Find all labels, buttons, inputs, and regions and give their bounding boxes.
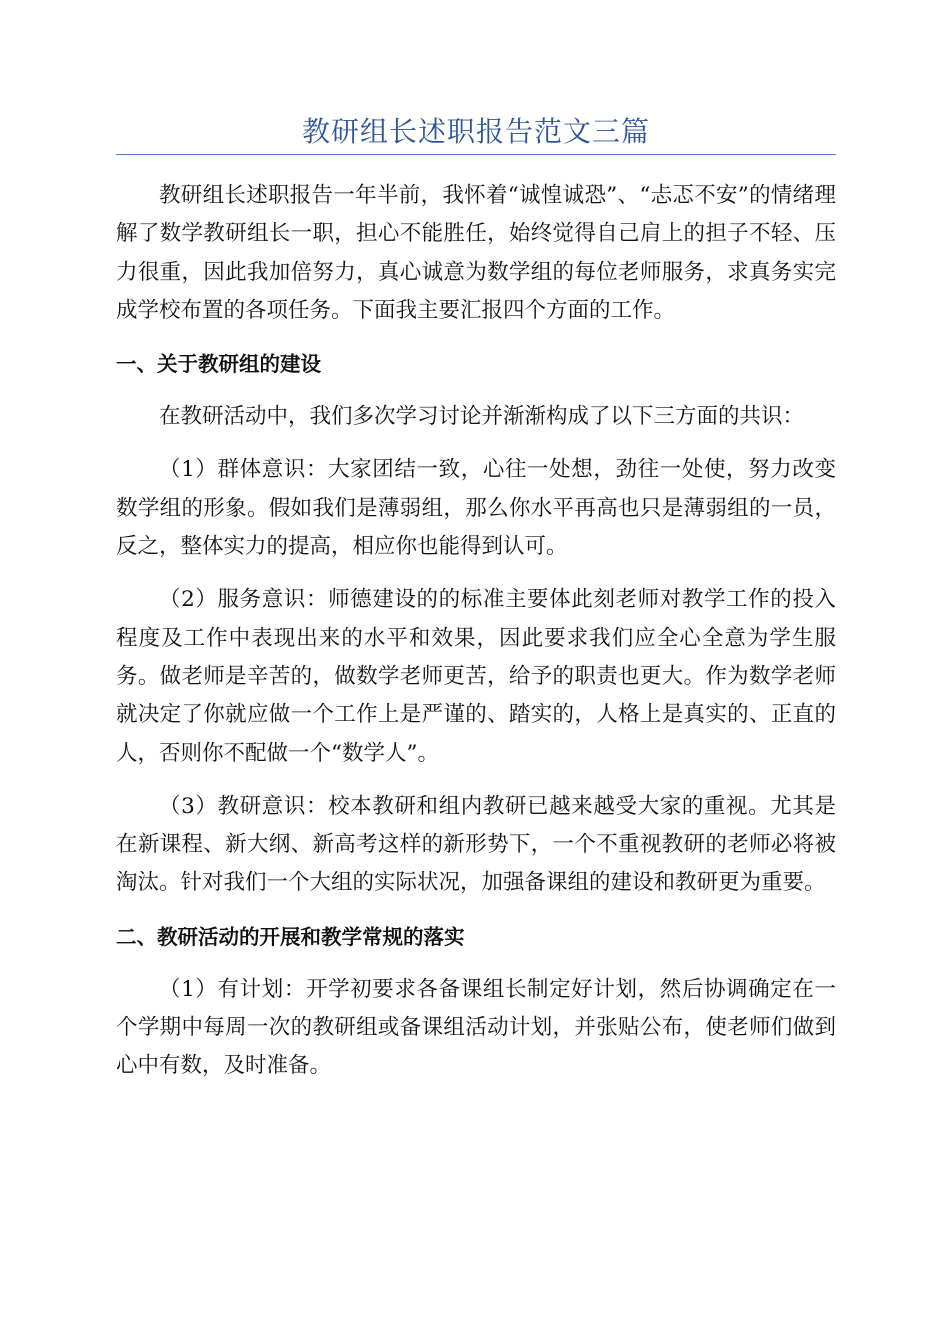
section-1-paragraph-1: 在教研活动中，我们多次学习讨论并渐渐构成了以下三方面的共识： [159, 404, 805, 430]
section-2-paragraph-1: （1）有计划：开学初要求各备课组长制定好计划，然后协调确定在一个学期中每周一次的教研组或备课组活动计划，并张贴公布，使老师们做到心中有数，及时准备。 [116, 976, 836, 1079]
section-1-heading: 一、关于教研组的建设 [116, 352, 321, 377]
section-2-heading: 二、教研活动的开展和教学常规的落实 [116, 924, 465, 949]
section-1-paragraph-2: （1）群体意识：大家团结一致，心往一处想，劲往一处使，努力改变数学组的形象。假如我们是薄弱组，那么你水平再高也只是薄弱组的一员，反之，整体实力的提高，相应你也能得到认可。 [116, 457, 836, 560]
section-1-paragraph-3: （2）服务意识：师德建设的的标准主要体此刻老师对教学工作的投入程度及工作中表现出来的水平和效果，因此要求我们应全心全意为学生服务。做老师是辛苦的，做数学老师更苦，给予的职责也更大。作为数学老师就决定了你就应做一个工作上是严谨的、踏实的，人格上是真实的、正直的人，否则你不配做一个“数学人”。 [116, 587, 836, 766]
document-title: 教研组长述职报告范文三篇 [301, 115, 650, 148]
section-1-paragraph-4: （3）教研意识：校本教研和组内教研已越来越受大家的重视。尤其是在新课程、新大纲、新高考这样的新形势下，一个不重视教研的老师必将被淘汰。针对我们一个大组的实际状况，加强备课组的建设和教研更为重要。 [116, 793, 836, 896]
intro-paragraph: 教研组长述职报告一年半前，我怀着“诚惶诚恐”、“忐忑不安”的情绪理解了数学教研组长一职，担心不能胜任，始终觉得自己肩上的担子不轻、压力很重，因此我加倍努力，真心诚意为数学组的每位老师服务，求真务实完成学校布置的各项任务。下面我主要汇报四个方面的工作。 [116, 183, 836, 323]
document-page [116, 112, 836, 1101]
title-underline [116, 154, 836, 155]
